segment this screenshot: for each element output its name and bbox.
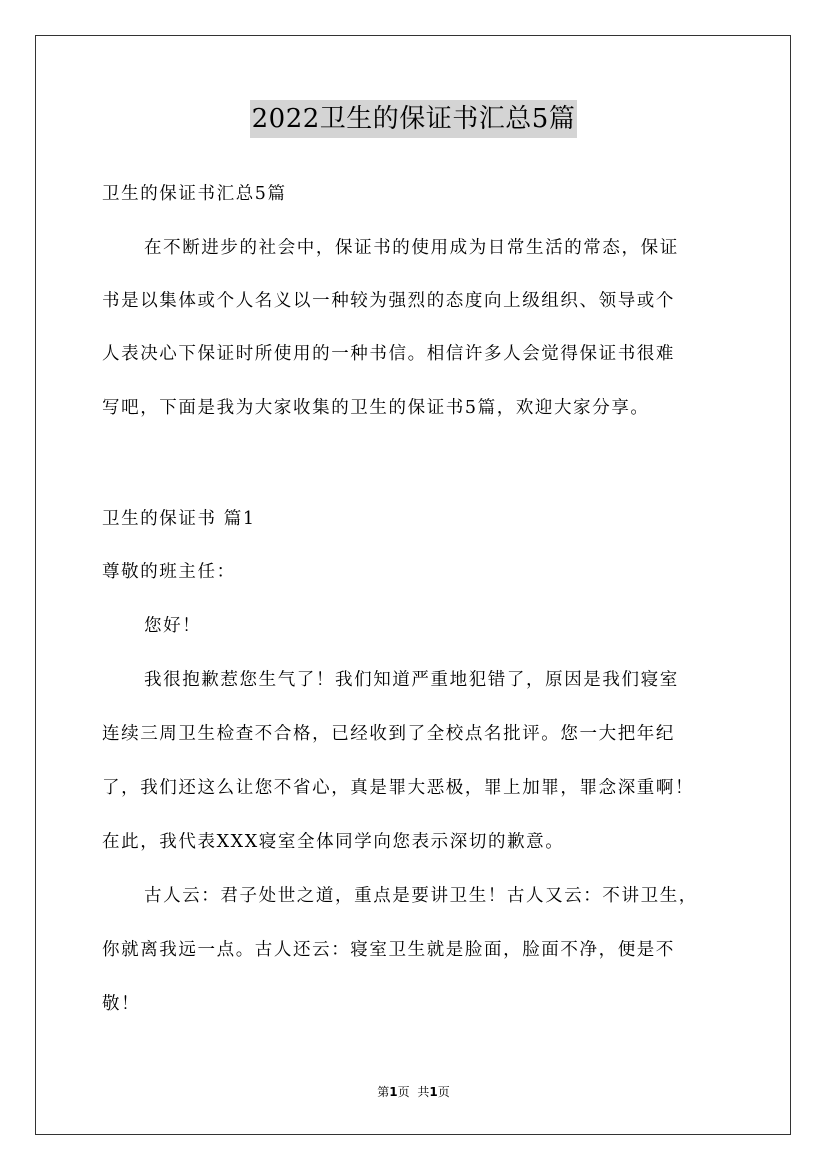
paragraph-line: 敬！ bbox=[102, 994, 141, 1014]
total-number: 1 bbox=[429, 1085, 438, 1099]
section-heading: 卫生的保证书 篇1 bbox=[102, 509, 256, 529]
paragraph-line: 我很抱歉惹您生气了！我们知道严重地犯错了，原因是我们寝室 bbox=[144, 670, 679, 690]
page-number: 1 bbox=[389, 1085, 398, 1099]
page-suffix: 页 bbox=[397, 1085, 410, 1099]
paragraph-line: 连续三周卫生检查不合格，已经收到了全校点名批评。您一大把年纪 bbox=[102, 724, 675, 744]
total-suffix: 页 bbox=[437, 1085, 450, 1099]
paragraph-line: 古人云：君子处世之道，重点是要讲卫生！古人又云：不讲卫生， bbox=[144, 886, 698, 906]
greeting: 您好！ bbox=[144, 616, 202, 636]
intro-line: 人表决心下保证时所使用的一种书信。相信许多人会觉得保证书很难 bbox=[102, 344, 675, 364]
total-prefix: 共 bbox=[417, 1085, 430, 1099]
intro-line: 在不断进步的社会中，保证书的使用成为日常生活的常态，保证 bbox=[144, 238, 679, 258]
paragraph-line: 了，我们还这么让您不省心，真是罪大恶极，罪上加罪，罪念深重啊！ bbox=[102, 778, 695, 798]
document-subtitle: 卫生的保证书汇总5篇 bbox=[102, 184, 287, 204]
intro-line: 写吧，下面是我为大家收集的卫生的保证书5篇，欢迎大家分享。 bbox=[102, 398, 650, 418]
paragraph-line: 在此，我代表XXX寝室全体同学向您表示深切的歉意。 bbox=[102, 832, 565, 852]
paragraph-line: 你就离我远一点。古人还云：寝室卫生就是脸面，脸面不净，便是不 bbox=[102, 940, 675, 960]
page-prefix: 第 bbox=[377, 1085, 390, 1099]
page-footer bbox=[0, 1083, 827, 1100]
salutation: 尊敬的班主任： bbox=[102, 562, 236, 582]
document-title: 2022卫生的保证书汇总5篇 bbox=[250, 100, 578, 138]
intro-line: 书是以集体或个人名义以一种较为强烈的态度向上级组织、领导或个 bbox=[102, 291, 675, 311]
title-container bbox=[0, 100, 827, 138]
